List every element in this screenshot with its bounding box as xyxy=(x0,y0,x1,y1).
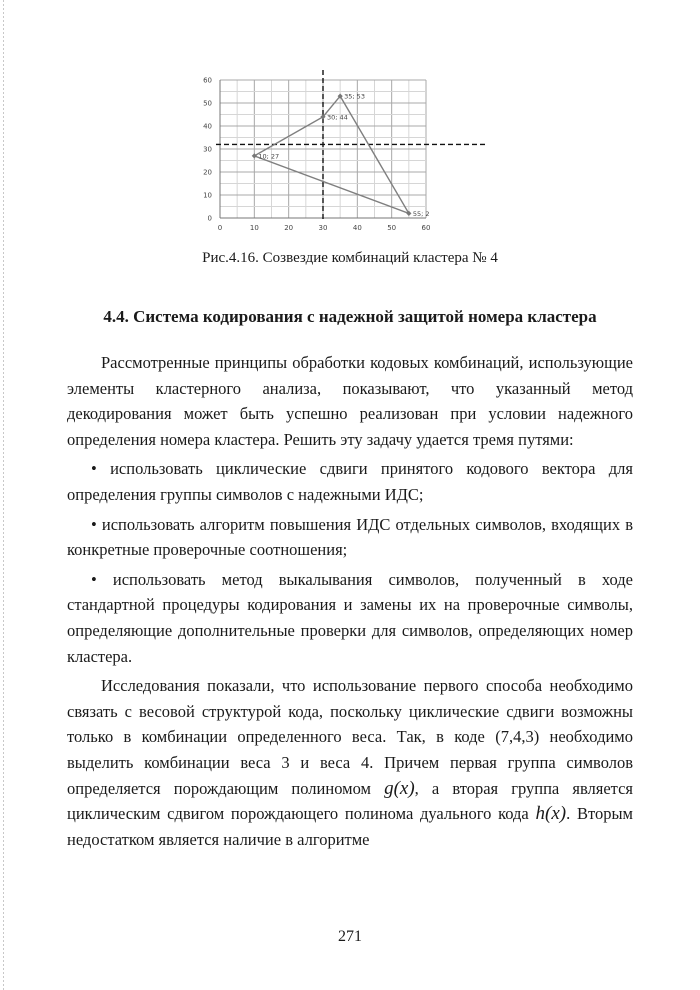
x-tick-label-10: 10 xyxy=(249,224,259,230)
bullet-item-3: • использовать метод выкалывания символов, полученный в ходе стандартной процедуры кодирования и замены их на проверочные символы, определяющие дополнительные проверки для символов, определяющих номер кластера. xyxy=(67,567,633,669)
section-heading: 4.4. Система кодирования с надежной защитой номера кластера xyxy=(103,307,597,326)
data-label-1: 10; 27 xyxy=(258,152,280,161)
cluster-constellation-chart xyxy=(190,70,490,230)
x-tick-label-20: 20 xyxy=(284,224,294,230)
paragraph-research xyxy=(67,673,633,852)
x-tick-label-0: 0 xyxy=(217,224,223,230)
bullet-item-1: • использовать циклические сдвиги принятого кодового вектора для определения группы символов с надежными ИДС; xyxy=(67,456,633,507)
x-tick-label-30: 30 xyxy=(318,224,328,230)
bullet-item-2: • использовать алгоритм повышения ИДС отдельных символов, входящих в конкретные проверочные соотношения; xyxy=(67,512,633,563)
x-tick-label-50: 50 xyxy=(387,224,397,230)
y-tick-label-20: 20 xyxy=(203,168,212,177)
formula-g-x: g(x) xyxy=(384,777,415,799)
chart-grid xyxy=(220,80,426,218)
body-text xyxy=(67,350,633,856)
y-tick-label-30: 30 xyxy=(203,145,212,154)
paragraph-research-part-3: . Вторым недостатком является наличие в алгоритме xyxy=(67,804,633,849)
paragraph-research-part-1: Исследования показали, что использование первого способа необходимо связать с весовой структурой кода, поскольку циклические сдвиги возможны только в комбинации определенного веса. Так, в коде (7,4,3) необходимо выделить комбинации веса 3 и веса 4. Причем первая группа символов определяется порождающим полиномом xyxy=(67,676,633,798)
paragraph-intro: Рассмотренные принципы обработки кодовых комбинаций, использующие элементы кластерного анализа, показывают, что указанный метод декодирования может быть успешно реализован при условии надежного определения номера кластера. Решить эту задачу удается тремя путями: xyxy=(67,353,633,449)
figure-caption: Рис.4.16. Созвездие комбинаций кластера № 4 xyxy=(202,250,498,266)
paragraph-research-part-2: , а вторая группа является циклическим сдвигом порождающего полинома дуального кода xyxy=(67,778,633,824)
data-label-2: 30; 44 xyxy=(327,113,348,122)
y-tick-label-50: 50 xyxy=(203,99,212,108)
page-number: 271 xyxy=(338,928,362,945)
y-tick-label-40: 40 xyxy=(203,122,212,131)
x-tick-label-40: 40 xyxy=(352,224,362,230)
y-tick-label-10: 10 xyxy=(203,191,212,200)
y-tick-label-0: 0 xyxy=(207,214,212,223)
formula-h-x: h(x) xyxy=(535,803,567,825)
data-label-3: 35; 53 xyxy=(344,92,365,101)
x-tick-label-60: 60 xyxy=(421,224,431,230)
data-label-4: 55; 2 xyxy=(412,209,430,218)
chart-point-labels xyxy=(258,93,429,218)
y-tick-label-60: 60 xyxy=(203,76,212,85)
page-edge-border xyxy=(3,0,4,990)
